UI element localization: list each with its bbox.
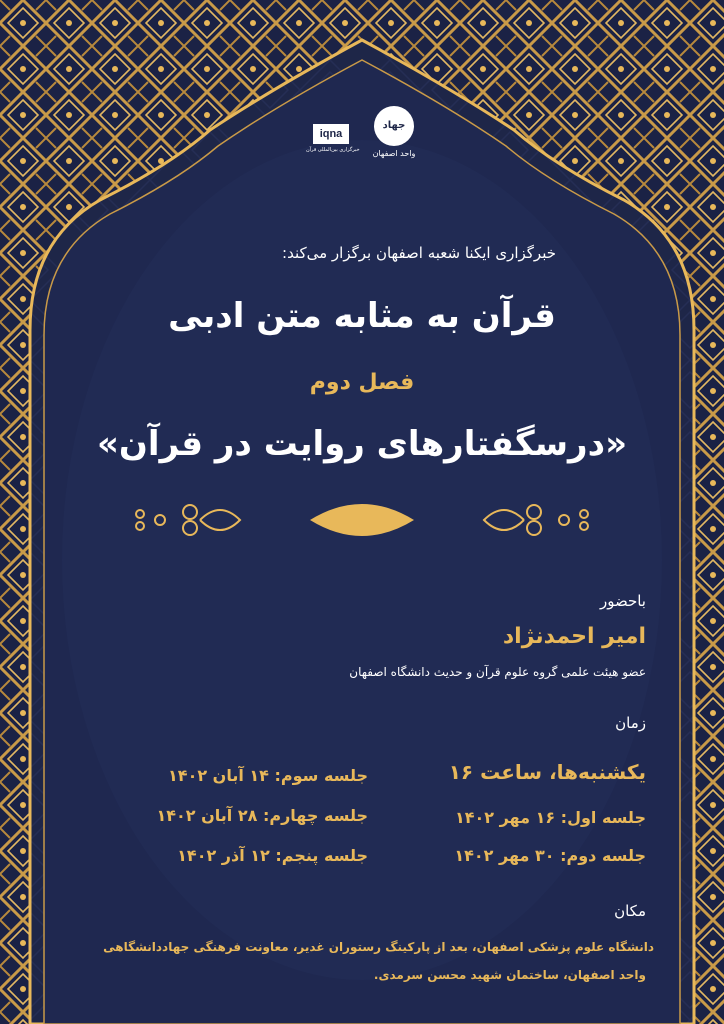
poster-subtitle: «درسگفتارهای روایت در قرآن»	[96, 424, 628, 464]
session-2: جلسه دوم: ۳۰ مهر ۱۴۰۲	[454, 846, 646, 865]
session-4: جلسه چهارم: ۲۸ آبان ۱۴۰۲	[156, 806, 368, 825]
poster-title: قرآن به مثابه متن ادبی	[168, 296, 556, 336]
iqna-logo	[306, 124, 360, 153]
with-label: باحضور	[599, 592, 646, 610]
speaker-role: عضو هیئت علمی گروه علوم قرآن و حدیث دانشگاه اصفهان	[349, 665, 646, 679]
location-line-1: دانشگاه علوم پزشکی اصفهان، بعد از پارکینگ رستوران غدیر، معاونت فرهنگی جهاددانشگاهی	[103, 940, 654, 954]
jahad-caption: واحد اصفهان	[372, 149, 416, 158]
presenter-line: خبرگزاری ایکنا شعبه اصفهان برگزار می‌کند:	[282, 244, 556, 262]
jahad-emblem: جهاد	[374, 106, 414, 146]
iqna-mark: iqna	[313, 124, 349, 144]
session-1: جلسه اول: ۱۶ مهر ۱۴۰۲	[454, 808, 646, 827]
location-label: مکان	[614, 902, 646, 920]
time-label: زمان	[615, 714, 646, 732]
speaker-name: امیر احمدنژاد	[502, 624, 646, 649]
jahad-logo	[364, 106, 424, 158]
iqna-caption: خبرگزاری بین‌المللی قرآن	[306, 147, 360, 153]
day-time: یکشنبه‌ها، ساعت ۱۶	[448, 760, 646, 784]
session-5: جلسه پنجم: ۱۲ آذر ۱۴۰۲	[177, 846, 368, 865]
session-3: جلسه سوم: ۱۴ آبان ۱۴۰۲	[168, 766, 368, 785]
location-line-2: واحد اصفهان، ساختمان شهید محسن سرمدی.	[373, 968, 646, 982]
season-label: فصل دوم	[309, 370, 415, 395]
